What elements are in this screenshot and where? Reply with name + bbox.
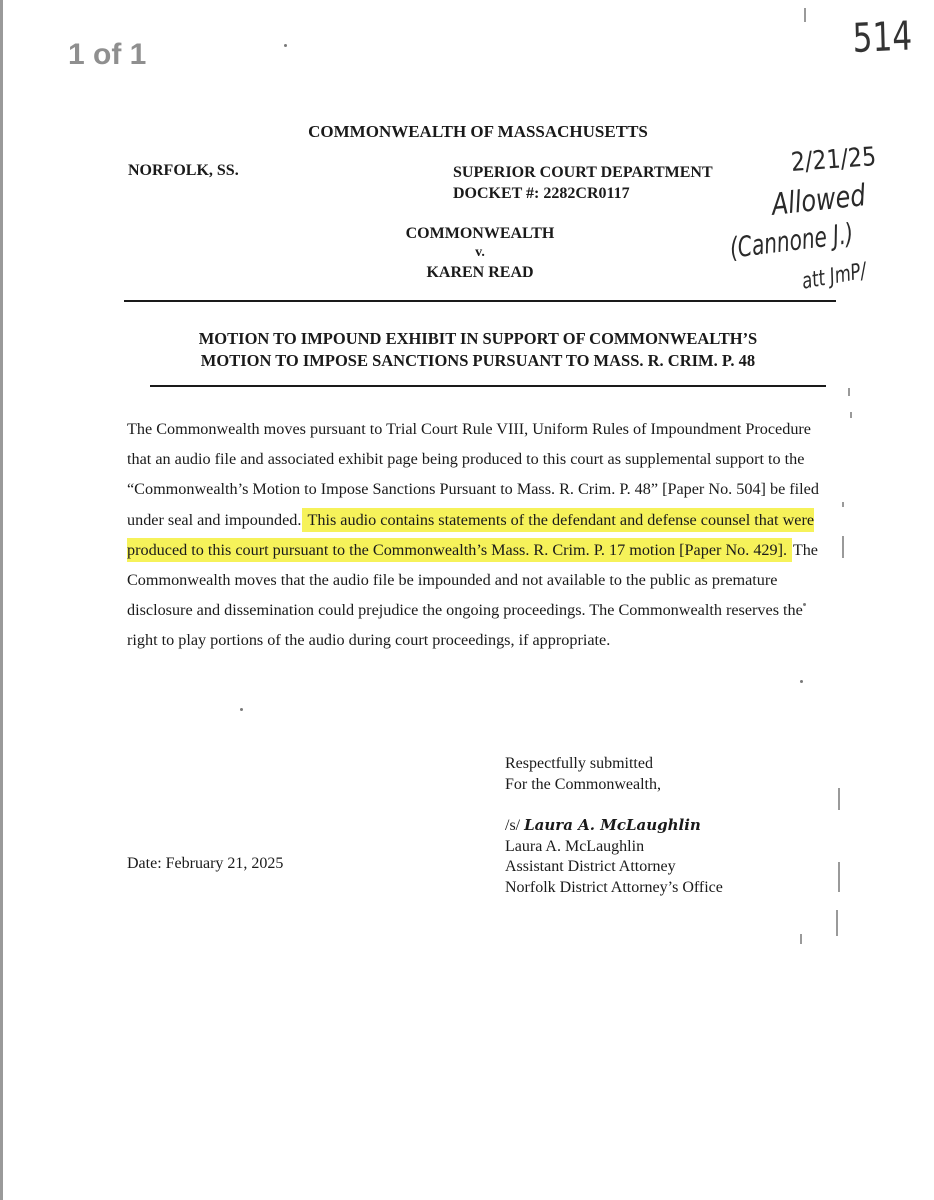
scan-mark xyxy=(842,536,844,558)
scan-mark xyxy=(850,412,852,418)
signer-title: Assistant District Attorney xyxy=(505,858,676,875)
filing-date: Date: February 21, 2025 xyxy=(127,855,284,872)
scan-mark xyxy=(800,934,802,944)
court-department: SUPERIOR COURT DEPARTMENT xyxy=(453,164,713,181)
highlighted-text: This audio contains statements of the defendant and defense counsel that were produced to this court pursuant to the Commonwealth’s Mass. R. Crim. P. 17 motion [Paper No. 429]. xyxy=(127,510,815,559)
handwritten-paper-number: 514 xyxy=(852,13,913,62)
scan-dot xyxy=(240,708,243,711)
case-caption xyxy=(340,222,620,284)
motion-title xyxy=(128,328,828,372)
caption-divider xyxy=(124,300,836,302)
handwritten-initials: att JmP/ xyxy=(800,258,869,295)
handwritten-ruling: Allowed xyxy=(770,178,868,223)
scan-mark xyxy=(848,388,850,396)
scan-mark xyxy=(838,788,840,810)
motion-body xyxy=(127,414,832,656)
docket-number: DOCKET #: 2282CR0117 xyxy=(453,185,630,202)
scan-mark xyxy=(838,862,840,892)
signature-script: Laura A. McLaughlin xyxy=(524,816,701,834)
body-text-part-1: The Commonwealth moves pursuant to Trial Court Rule VIII, Uniform Rules of Impoundment Procedure that an audio file and associated exhibit page being produced to this court as supplemental support to the “Commonwealth’s Motion to Impose Sanctions Pursuant to Mass. R. Crim. P. 48” [Paper No. 504] be filed under seal and impounded. xyxy=(127,420,819,529)
scan-mark xyxy=(836,910,838,936)
scan-mark xyxy=(842,502,844,507)
electronic-signature xyxy=(505,815,723,837)
page-left-edge xyxy=(0,0,3,1200)
signer-name: Laura A. McLaughlin xyxy=(505,837,645,855)
scan-dot xyxy=(284,44,287,47)
scan-mark xyxy=(804,8,806,22)
signoff-line-1: Respectfully submitted xyxy=(505,755,653,772)
signoff-line-2: For the Commonwealth, xyxy=(505,776,661,793)
signature-prefix: /s/ xyxy=(505,817,521,834)
scan-dot xyxy=(800,680,803,683)
page-counter: 1 of 1 xyxy=(68,38,147,71)
plaintiff-name: COMMONWEALTH xyxy=(405,225,555,242)
signer-office: Norfolk District Attorney’s Office xyxy=(505,878,723,896)
body-text-part-2: The Commonwealth moves that the audio file be impounded and not available to the public as premature disclosure and dissemination could prejudice the ongoing proceedings. The Commonwealth reserves the right to play portions of the audio during court proceedings, if appropriate. xyxy=(127,540,818,650)
commonwealth-heading: COMMONWEALTH OF MASSACHUSETTS xyxy=(308,122,648,141)
versus-label: v. xyxy=(475,245,485,260)
motion-title-line-1: MOTION TO IMPOUND EXHIBIT IN SUPPORT OF COMMONWEALTH’S xyxy=(198,329,758,348)
title-divider xyxy=(150,385,826,387)
defendant-name: KAREN READ xyxy=(426,264,534,281)
court-block xyxy=(453,162,713,204)
motion-title-line-2: MOTION TO IMPOSE SANCTIONS PURSUANT TO MASS. R. CRIM. P. 48 xyxy=(200,351,756,370)
county-label: NORFOLK, SS. xyxy=(128,162,239,179)
signoff-block xyxy=(505,753,661,795)
handwritten-judge: (Cannone J.) xyxy=(728,216,856,265)
handwritten-date: 2/21/25 xyxy=(790,142,878,178)
signature-block xyxy=(505,815,723,898)
